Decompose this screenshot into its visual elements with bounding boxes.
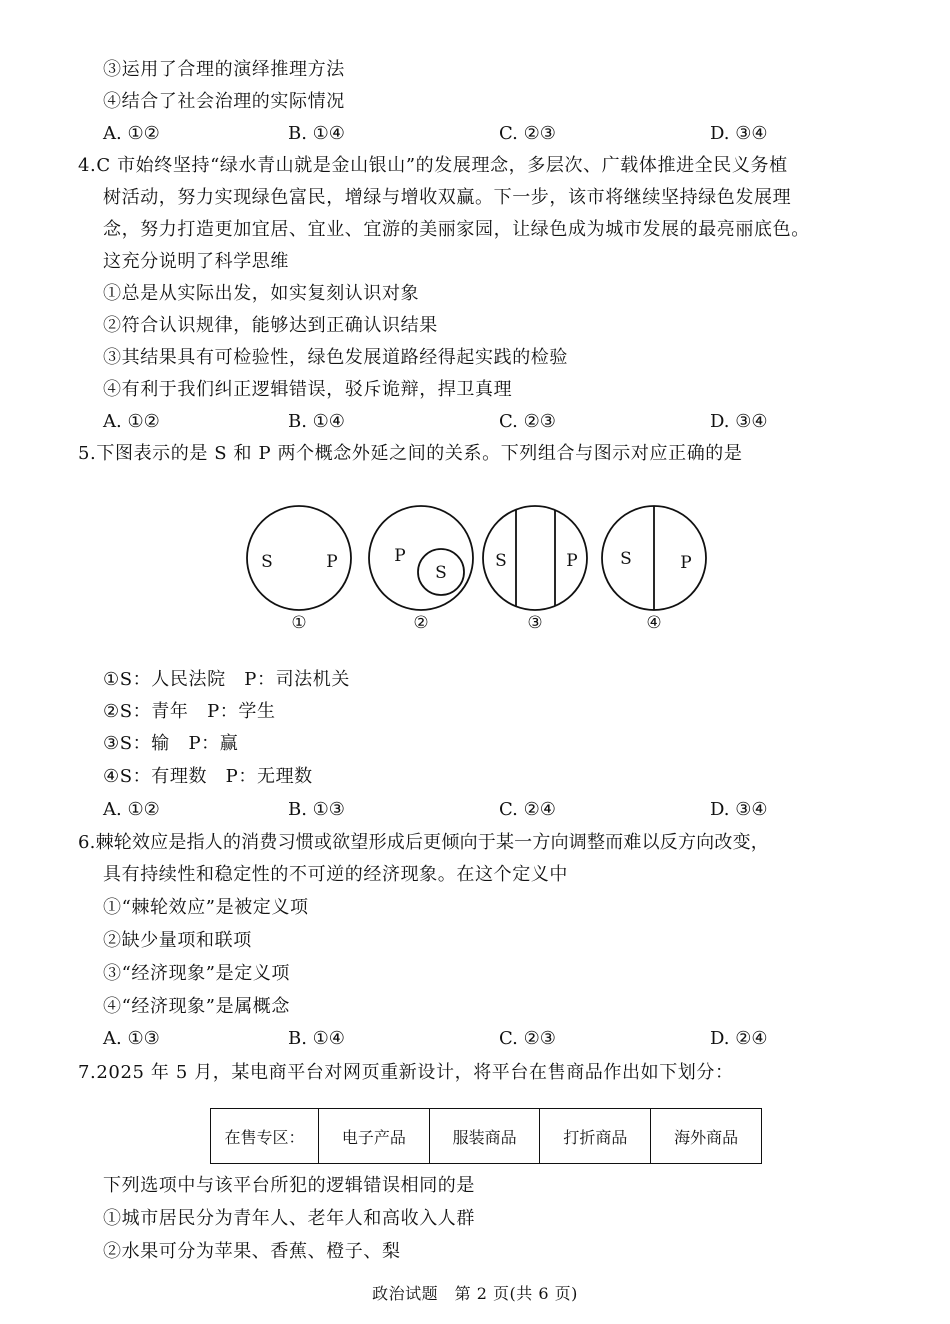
q5-item-4: ④S：有理数 P：无理数	[103, 766, 313, 787]
diagram-3-p-label: P	[566, 551, 578, 571]
q7-item-2: ②水果可分为苹果、香蕉、橙子、梨	[103, 1241, 401, 1262]
diagram-4-number: ④	[646, 613, 662, 633]
q5-option-a: A. ①②	[103, 799, 160, 820]
q3-item-4: ④结合了社会治理的实际情况	[103, 91, 345, 112]
q4-stem-line-4: 这充分说明了科学思维	[103, 251, 289, 272]
q7-stem: 7.2025 年 5 月，某电商平台对网页重新设计，将平台在售商品作出如下划分：	[78, 1062, 734, 1083]
q7-table-cell-clothing: 服装商品	[429, 1109, 540, 1164]
q3-option-a: A. ①②	[103, 123, 160, 144]
q5-option-c: C. ②④	[499, 799, 556, 820]
diagram-2-number: ②	[413, 613, 429, 633]
diagram-1-p-label: P	[326, 552, 338, 572]
q5-option-d: D. ③④	[710, 799, 768, 820]
diagram-1-s-label: S	[261, 552, 273, 572]
diagram-2-p-label: P	[394, 546, 406, 566]
q6-item-4: ④“经济现象”是属概念	[103, 996, 291, 1017]
q3-item-3: ③运用了合理的演绎推理方法	[103, 59, 345, 80]
diagram-3-s-label: S	[495, 551, 507, 571]
q6-option-b: B. ①④	[288, 1028, 345, 1049]
q6-item-2: ②缺少量项和联项	[103, 930, 252, 951]
q7-question: 下列选项中与该平台所犯的逻辑错误相同的是	[103, 1175, 475, 1196]
q6-stem-line-2: 具有持续性和稳定性的不可逆的经济现象。在这个定义中	[103, 864, 568, 885]
q5-item-3: ③S：输 P：赢	[103, 733, 239, 754]
q4-stem-line-3: 念，努力打造更加宜居、宜业、宜游的美丽家园，让绿色成为城市发展的最亮丽底色。	[103, 219, 810, 240]
q4-stem-line-2: 树活动，努力实现绿色富民，增绿与增收双赢。下一步，该市将继续坚持绿色发展理	[103, 187, 792, 208]
q5-option-b: B. ①③	[288, 799, 345, 820]
q4-item-1: ①总是从实际出发，如实复刻认识对象	[103, 283, 420, 304]
q5-item-2: ②S：青年 P：学生	[103, 701, 276, 722]
q6-option-d: D. ②④	[710, 1028, 768, 1049]
q5-concept-diagrams	[0, 500, 950, 645]
q6-item-1: ①“棘轮效应”是被定义项	[103, 897, 309, 918]
q4-option-c: C. ②③	[499, 411, 556, 432]
q3-option-c: C. ②③	[499, 123, 556, 144]
q6-item-3: ③“经济现象”是定义项	[103, 963, 291, 984]
page-footer: 政治试题 第 2 页(共 6 页)	[372, 1284, 578, 1303]
diagram-1-number: ①	[291, 613, 307, 633]
q6-option-a: A. ①③	[103, 1028, 160, 1049]
diagram-2-s-label: S	[435, 563, 447, 583]
q6-option-c: C. ②③	[499, 1028, 556, 1049]
q7-table-cell-electronics: 电子产品	[318, 1109, 429, 1164]
q4-option-a: A. ①②	[103, 411, 160, 432]
q4-item-2: ②符合认识规律，能够达到正确认识结果	[103, 315, 438, 336]
q4-stem-line-1: 4.C 市始终坚持“绿水青山就是金山银山”的发展理念，多层次、广载体推进全民义务植	[78, 155, 788, 176]
q6-stem-line-1: 6.棘轮效应是指人的消费习惯或欲望形成后更倾向于某一方向调整而难以反方向改变，	[78, 832, 769, 853]
diagram-4-p-label: P	[680, 553, 692, 573]
q7-category-table	[210, 1108, 762, 1164]
diagram-3-number: ③	[527, 613, 543, 633]
q3-option-d: D. ③④	[710, 123, 768, 144]
q7-table-cell-overseas: 海外商品	[651, 1109, 762, 1164]
diagram-4-s-label: S	[620, 549, 632, 569]
q5-item-1: ①S：人民法院 P：司法机关	[103, 669, 350, 690]
q7-table-header-cell: 在售专区：	[211, 1109, 319, 1164]
q7-table-cell-discount: 打折商品	[540, 1109, 651, 1164]
q4-item-4: ④有利于我们纠正逻辑错误，驳斥诡辩，捍卫真理	[103, 379, 513, 400]
q4-option-d: D. ③④	[710, 411, 768, 432]
q5-stem: 5.下图表示的是 S 和 P 两个概念外延之间的关系。下列组合与图示对应正确的是	[78, 443, 743, 464]
q4-option-b: B. ①④	[288, 411, 345, 432]
q7-item-1: ①城市居民分为青年人、老年人和高收入人群	[103, 1208, 475, 1229]
q4-item-3: ③其结果具有可检验性，绿色发展道路经得起实践的检验	[103, 347, 568, 368]
q3-option-b: B. ①④	[288, 123, 345, 144]
